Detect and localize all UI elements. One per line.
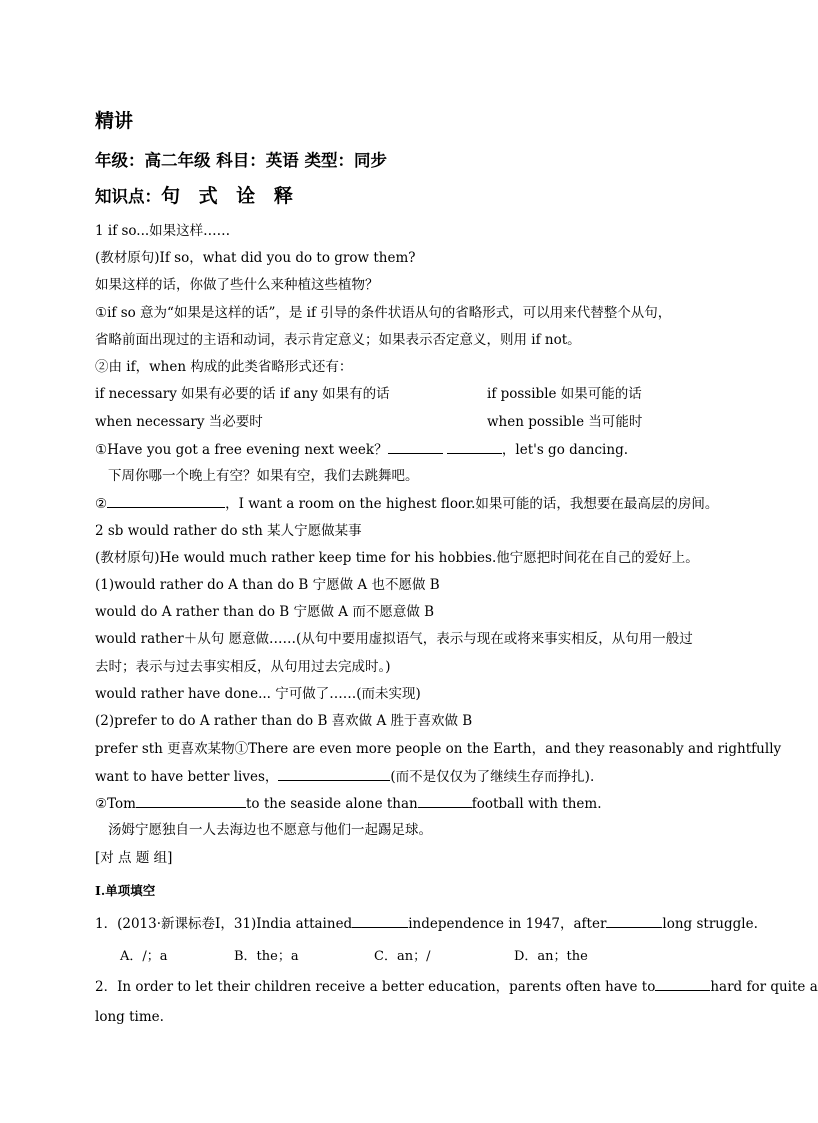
q1-option-a[interactable]: A．/；a — [120, 949, 168, 964]
section2-point5: (2)prefer to do A rather than do B 喜欢做 A 胜于喜欢做 B — [95, 713, 473, 729]
section2-point1: (1)would rather do A than do B 宁愿做 A 也不愿做 B — [95, 577, 440, 593]
section2-point3-a: would rather＋从句 愿意做……(从句中要用虚拟语气，表示与现在或将来事实相反，从句用一般过 — [95, 631, 693, 647]
exercise1-translation: 下周你哪一个晚上有空？如果有空，我们去跳舞吧。 — [108, 468, 419, 484]
section1-note1-b: 省略前面出现过的主语和动词，表示肯定意义；如果表示否定意义，则用 if not。 — [95, 332, 581, 348]
q1-text-b: independence in 1947，after — [408, 916, 607, 932]
exercise-tom-a: ②Tom — [95, 796, 136, 812]
section2-point4: would rather have done... 宁可做了……(而未实现) — [95, 686, 421, 702]
exercise1-text-b: ，let's go dancing. — [501, 442, 629, 458]
section1-title: 1 if so...如果这样…… — [95, 223, 231, 239]
exercise-tom-b: to the seaside alone than — [246, 796, 418, 812]
section2-exercise — [95, 794, 602, 813]
answer-blank[interactable] — [447, 440, 502, 454]
q1-text-c: long struggle. — [662, 916, 758, 932]
section2-title: 2 sb would rather do sth 某人宁愿做某事 — [95, 523, 362, 539]
answer-blank[interactable] — [136, 794, 246, 808]
answer-blank[interactable] — [606, 914, 662, 928]
point7-text-a: want to have better lives， — [95, 769, 279, 785]
answer-blank[interactable] — [388, 440, 443, 454]
section1-example-en: (教材原句)If so，what did you do to grow them? — [95, 250, 416, 266]
exercise1-line — [95, 440, 628, 459]
section2-point3-b: 去时；表示与过去事实相反，从句用过去完成时。) — [95, 659, 391, 675]
phrase-row2-right: when possible 当可能时 — [487, 414, 643, 430]
page-heading: 精讲 — [95, 110, 134, 132]
answer-blank[interactable] — [107, 494, 225, 508]
phrase-row1-right: if possible 如果可能的话 — [487, 386, 642, 402]
section2-point6: prefer sth 更喜欢某物①There are even more people on the Earth，and they reasonably and rightfully — [95, 741, 782, 757]
section2-example: (教材原句)He would much rather keep time for his hobbies.他宁愿把时间花在自己的爱好上。 — [95, 550, 699, 566]
section1-example-cn: 如果这样的话，你做了些什么来种植这些植物？ — [95, 277, 379, 293]
point7-text-b: (而不是仅仅为了继续生存而挣扎). — [390, 769, 595, 785]
exercise-tom-translation: 汤姆宁愿独自一人去海边也不愿意与他们一起踢足球。 — [108, 822, 432, 838]
group-label: [对 点 题 组] — [95, 850, 173, 866]
question2-cont: long time. — [95, 1009, 164, 1025]
section1-note2: ②由 if，when 构成的此类省略形式还有： — [95, 359, 353, 375]
topic-line — [95, 181, 299, 208]
meta-line: 年级：高二年级 科目：英语 类型：同步 — [95, 151, 387, 170]
exercise2-text-a: ② — [95, 496, 108, 512]
q1-option-b[interactable]: B．the；a — [234, 949, 299, 964]
section1-note1-a: ①if so 意为“如果是这样的话”，是 if 引导的条件状语从句的省略形式，可以用来代替整个从句， — [95, 305, 672, 321]
answer-blank[interactable] — [352, 914, 408, 928]
exercise2-line — [95, 494, 718, 513]
question2 — [95, 977, 818, 996]
answer-blank[interactable] — [278, 767, 390, 781]
answer-blank[interactable] — [655, 977, 710, 991]
exercise2-text-b: ，I want a room on the highest floor.如果可能的话，我想要在最高层的房间。 — [225, 496, 719, 512]
section2-point7 — [95, 767, 594, 786]
q2-text-b: hard for quite a — [710, 979, 818, 995]
q2-text-a: 2．In order to let their children receive a better education，parents often have to — [95, 979, 656, 995]
q1-option-d[interactable]: D．an；the — [514, 949, 588, 964]
topic-prefix: 知识点： — [95, 187, 161, 206]
exercise-tom-c: football with them. — [471, 796, 602, 812]
topic-title: 句 式 诠 释 — [161, 185, 299, 207]
section-label: Ⅰ.单项填空 — [95, 883, 156, 898]
question1 — [95, 914, 758, 933]
q1-option-c[interactable]: C．an；/ — [374, 949, 431, 964]
exercise1-text-a: ①Have you got a free evening next week？ — [95, 442, 388, 458]
section2-point2: would do A rather than do B 宁愿做 A 而不愿意做 B — [95, 604, 435, 620]
q1-text-a: 1．(2013·新课标卷Ⅰ，31)India attained — [95, 916, 353, 932]
phrase-row1-left: if necessary 如果有必要的话 if any 如果有的话 — [95, 386, 390, 402]
phrase-row2-left: when necessary 当必要时 — [95, 414, 263, 430]
answer-blank[interactable] — [418, 794, 472, 808]
